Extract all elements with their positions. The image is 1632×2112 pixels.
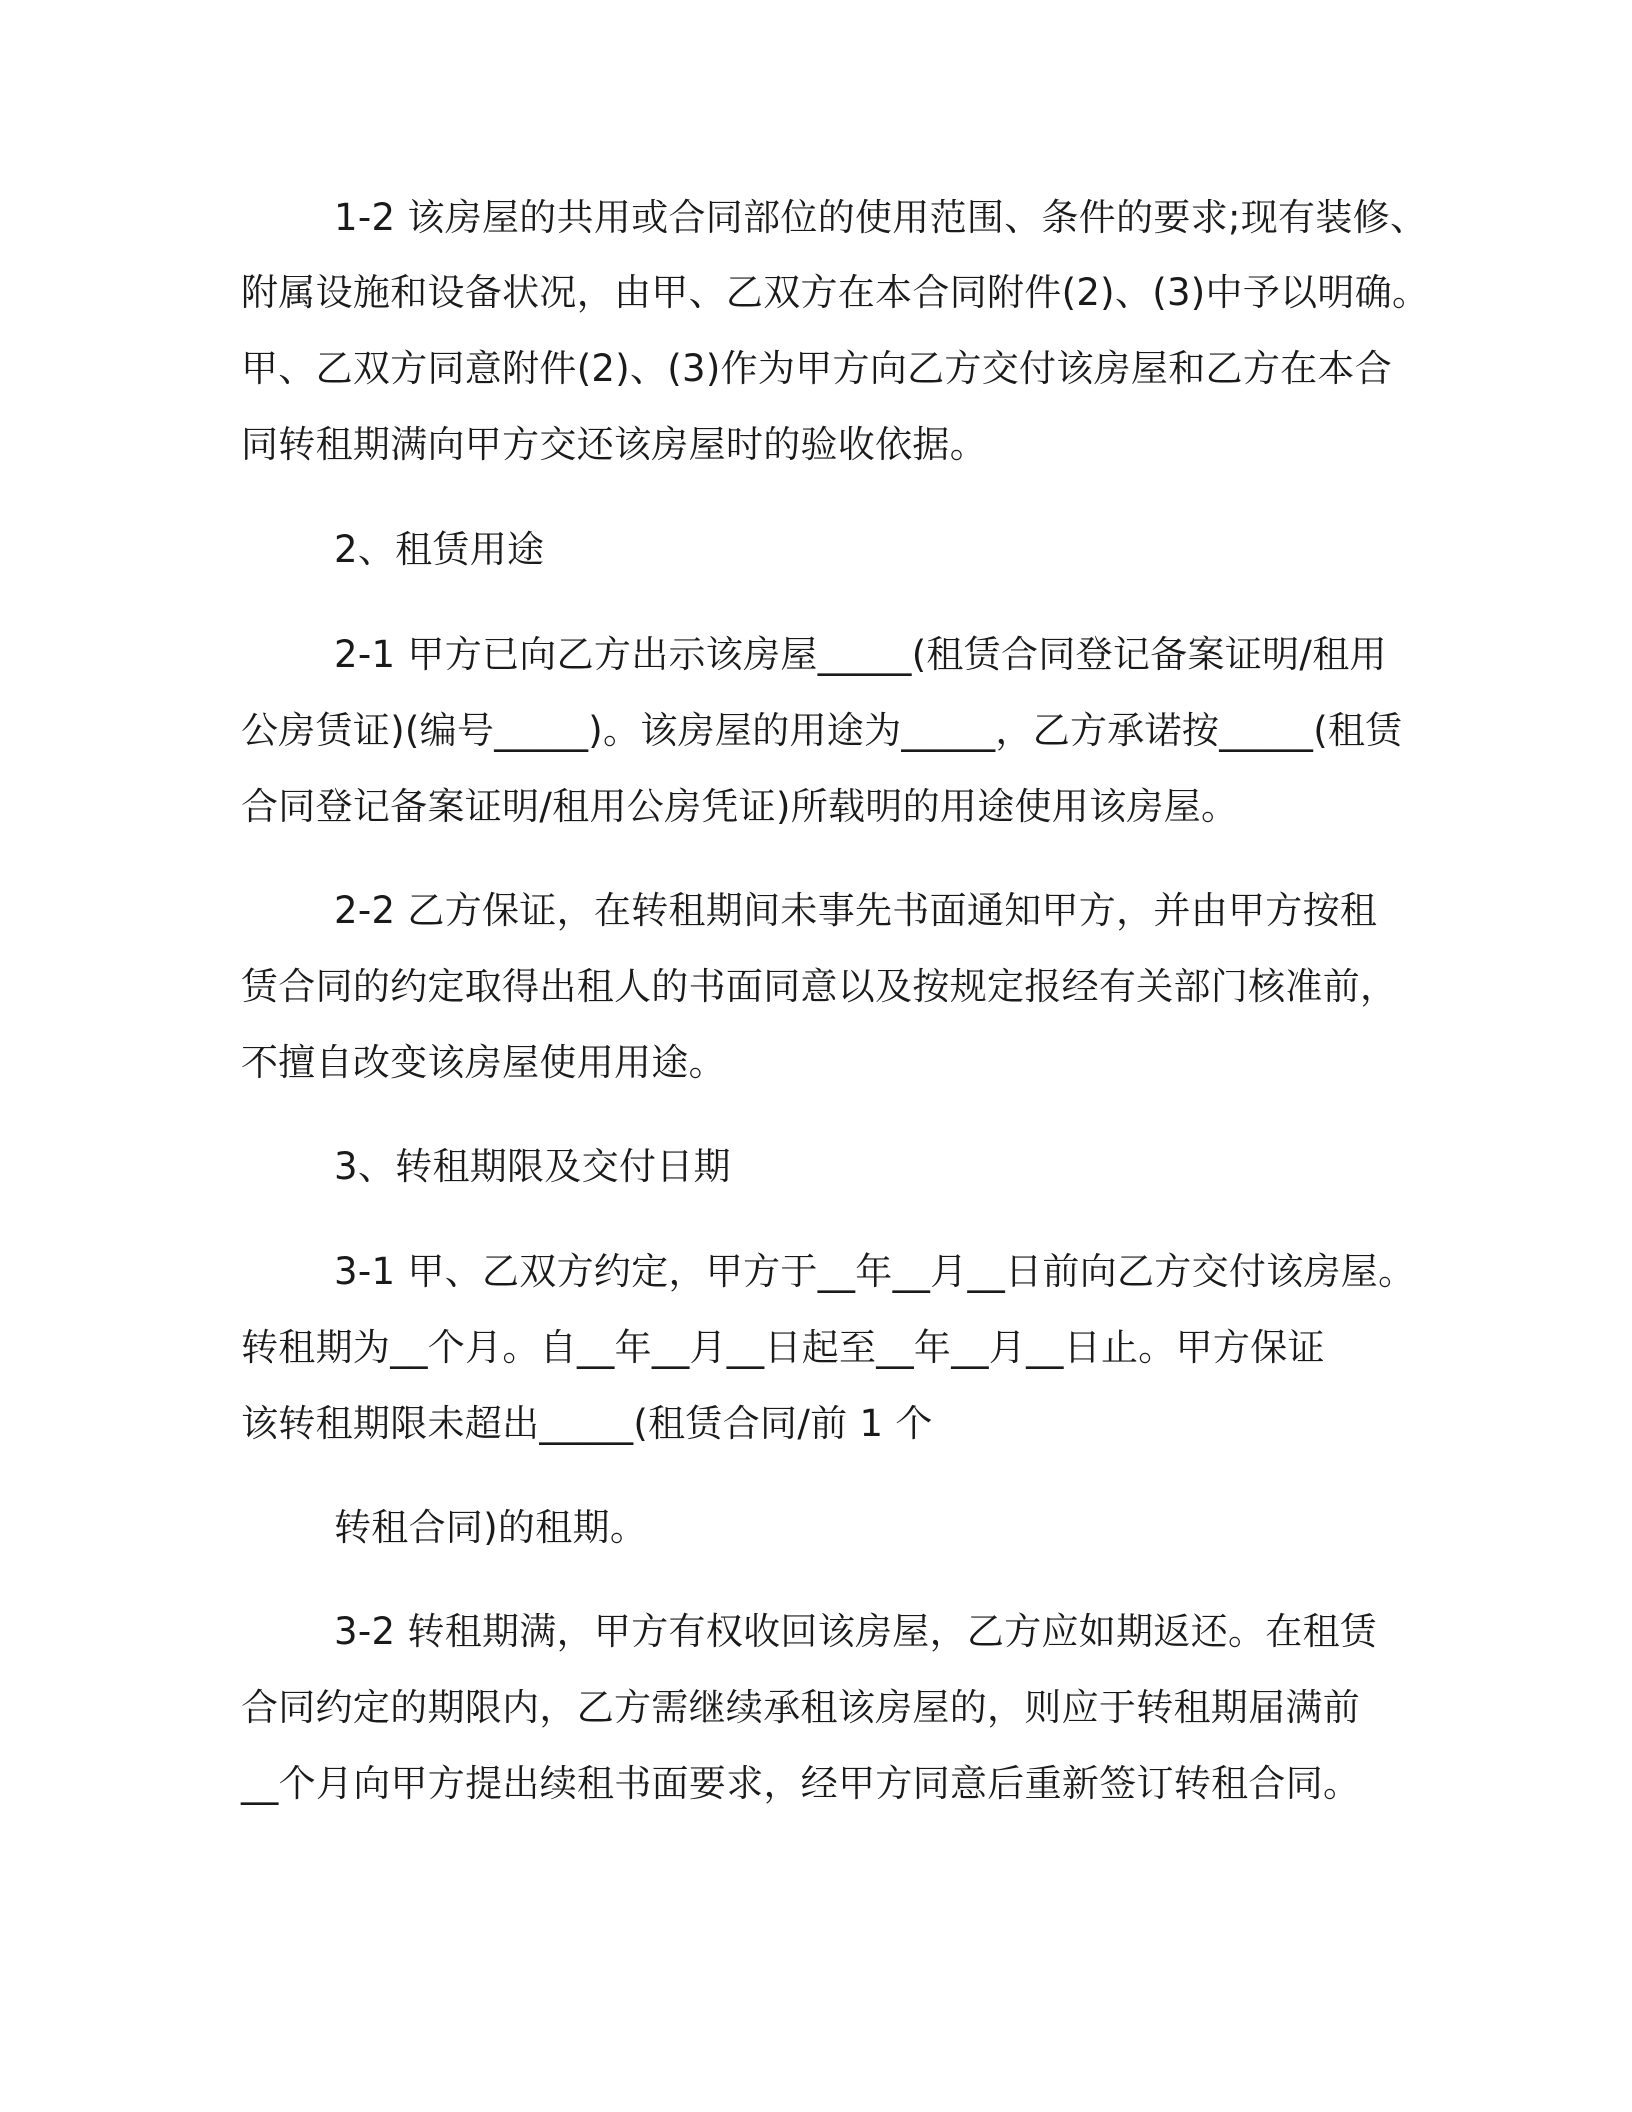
clause-3-1-line-4: 转租合同)的租期。 — [334, 1506, 648, 1549]
clause-1-2-line-1: 1-2 该房屋的共用或合同部位的使用范围、条件的要求;现有装修、 — [334, 196, 1428, 239]
clause-3-1-line-2: 转租期为__个月。自__年__月__日起至__年__月__日止。甲方保证 — [241, 1326, 1325, 1369]
clause-3-2-line-2: 合同约定的期限内，乙方需继续承租该房屋的，则应于转租期届满前 — [241, 1686, 1360, 1729]
clause-2-1-line-2: 公房赁证)(编号_____)。该房屋的用途为_____，乙方承诺按_____(租赁 — [241, 709, 1403, 752]
clause-2-1-line-1: 2-1 甲方已向乙方出示该房屋_____(租赁合同登记备案证明/租用 — [334, 633, 1387, 676]
clause-1-2-line-3: 甲、乙双方同意附件(2)、(3)作为甲方向乙方交付该房屋和乙方在本合 — [241, 347, 1393, 390]
clause-1-2-line-4: 同转租期满向甲方交还该房屋时的验收依据。 — [241, 423, 987, 466]
clause-3-1-line-3: 该转租期限未超出_____(租赁合同/前 1 个 — [241, 1402, 933, 1445]
clause-3-1-line-1: 3-1 甲、乙双方约定，甲方于__年__月__日前向乙方交付该房屋。 — [334, 1250, 1416, 1293]
section-heading-rental-use: 2、租赁用途 — [334, 528, 545, 571]
clause-3-2-line-3: __个月向甲方提出续租书面要求，经甲方同意后重新签订转租合同。 — [241, 1762, 1361, 1805]
clause-3-2-line-1: 3-2 转租期满，甲方有权收回该房屋，乙方应如期返还。在租赁 — [334, 1610, 1378, 1653]
clause-1-2-line-2: 附属设施和设备状况，由甲、乙双方在本合同附件(2)、(3)中予以明确。 — [241, 271, 1430, 314]
clause-2-1-line-3: 合同登记备案证明/租用公房凭证)所载明的用途使用该房屋。 — [241, 785, 1239, 828]
clause-2-2-line-3: 不擅自改变该房屋使用用途。 — [241, 1041, 726, 1084]
clause-2-2-line-2: 赁合同的约定取得出租人的书面同意以及按规定报经有关部门核准前， — [241, 965, 1398, 1008]
clause-2-2-line-1: 2-2 乙方保证，在转租期间未事先书面通知甲方，并由甲方按租 — [334, 889, 1378, 932]
section-heading-term-and-delivery: 3、转租期限及交付日期 — [334, 1145, 731, 1188]
